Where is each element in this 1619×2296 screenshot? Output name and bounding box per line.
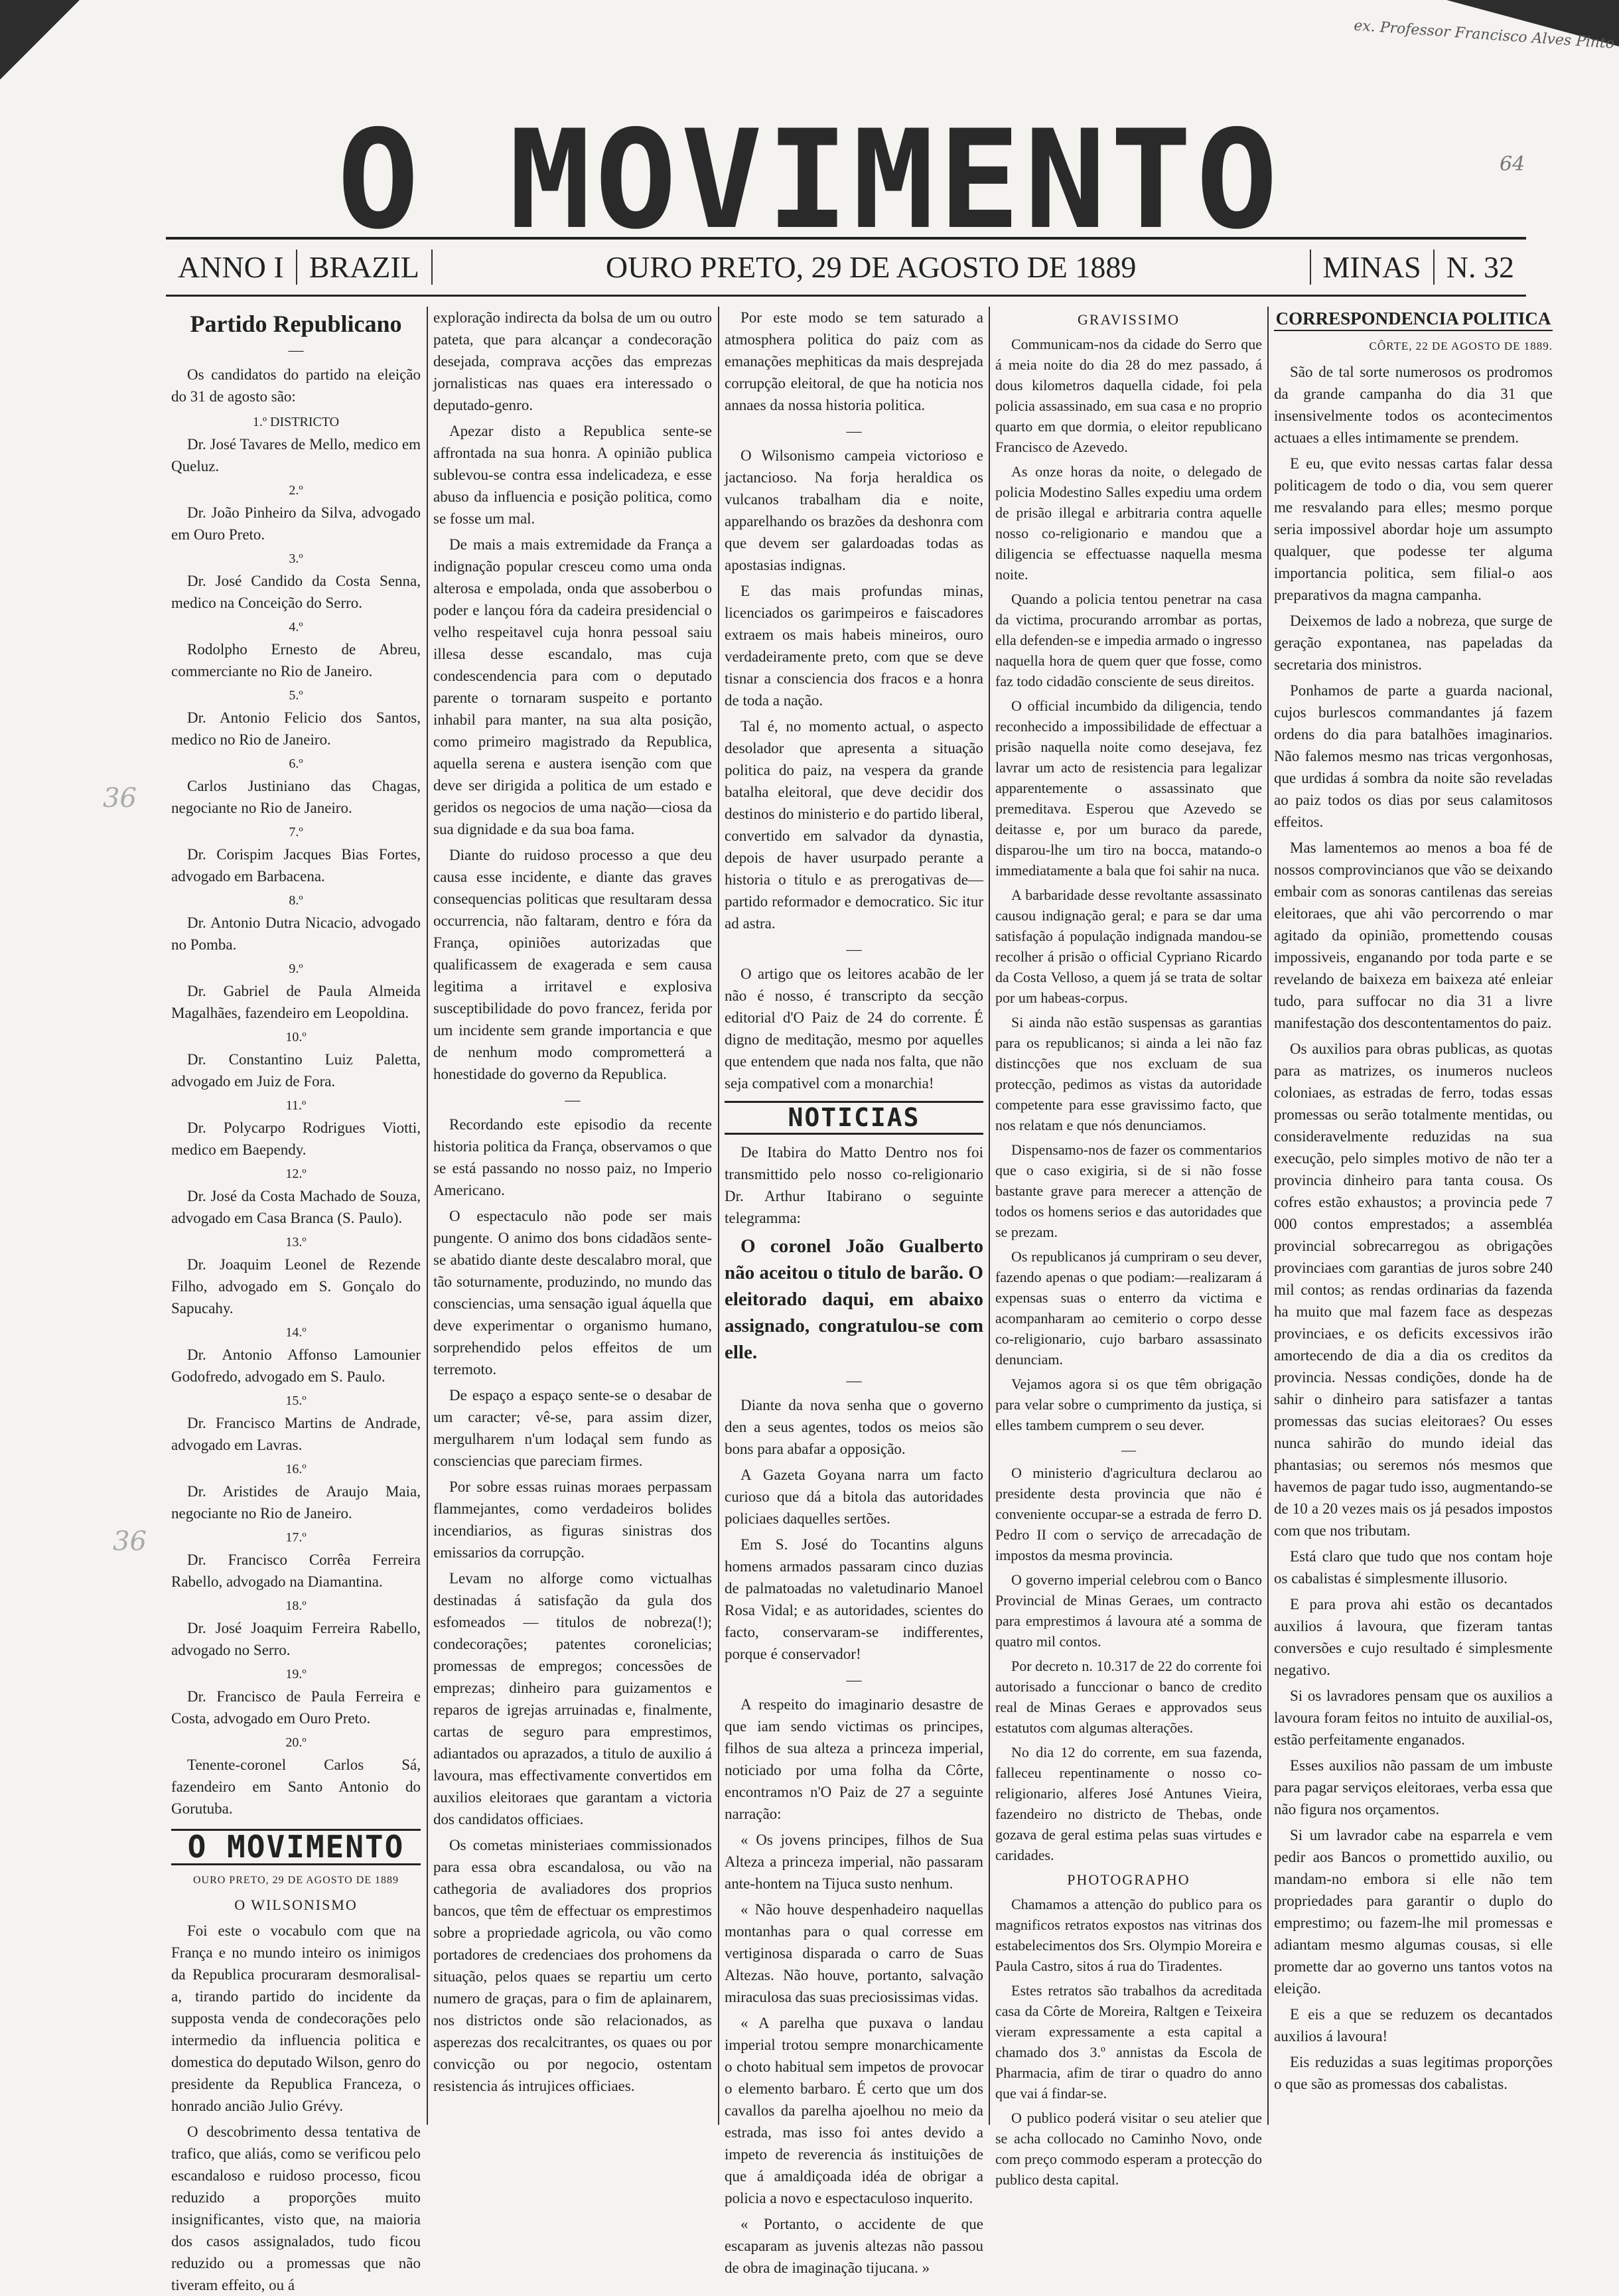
district-label: 18.º [285, 1599, 307, 1613]
paragraph: « Portanto, o accidente de que escaparam as juvenis altezas não passou de obra de imaginação tijucana. » [725, 2216, 983, 2276]
dateline-country: BRAZIL [297, 250, 433, 285]
section-title: PHOTOGRAPHO [1067, 1871, 1190, 1888]
district-label: 12.º [285, 1167, 307, 1181]
section-title: O WILSONISMO [234, 1897, 358, 1913]
column-rule [989, 307, 990, 2125]
paragraph: E eis a que se reduzem os decantados auxilios á lavoura! [1274, 2006, 1553, 2045]
column-1 [171, 307, 421, 2293]
paragraph: Eis reduzidas a suas legitimas proporções o que são as promessas dos cabalistas. [1274, 2054, 1553, 2092]
dateline-date: OURO PRETO, 29 DE AGOSTO DE 1889 [433, 250, 1311, 285]
paragraph: Deixemos de lado a nobreza, que surge de geração expontanea, nas papeladas da secretaria dos ministros. [1274, 612, 1553, 673]
paragraph: As onze horas da noite, o delegado de policia Modestino Salles expediu uma ordem de prisão illegal e arbitraria contra aquelle nosso co-religionario e mandou que a diligencia se effectuasse naquella mesma noite. [995, 463, 1262, 583]
candidate-entry: Dr. José Tavares de Mello, medico em Queluz. [171, 436, 421, 474]
dateline-state: MINAS [1311, 250, 1435, 285]
paragraph: Levam no alforge como victualhas destinadas á satisfação da gula dos esfomeados — titulos de nobreza(!); condecorações; patentes coronelicias; promessas de empregos; concessões de emprezas; dinheiro para guizamentos e reparos de igrejas arruinadas e, finalmente, cartas de seguro para emprestimos, adiantados ou aprazados, a titulo de auxilio á lavoura, mas effectivamente convertidos em auxilios eleitoraes que garantam a victoria dos candidatos officiaes. [433, 1570, 712, 1828]
paragraph: A barbaridade desse revoltante assassinato causou indignação geral; e para se dar uma satisfação á população indignada mandou-se recolher á prisão o official Cypriano Ricardo da Costa Velloso, a quem já se trata de soltar por um habeas-corpus. [995, 887, 1262, 1006]
column-rule [718, 307, 719, 2125]
district-label: 7.º [289, 825, 303, 839]
district-label: 15.º [285, 1394, 307, 1408]
candidate-entry: Dr. Corispim Jacques Bias Fortes, advogado em Barbacena. [171, 846, 421, 885]
district-label: 2.º [289, 483, 303, 498]
paragraph: Por este modo se tem saturado a atmosphera politica do paiz com as emanações mephiticas da mais desprejada corrupção eleitoral, de que ha noticia nos annaes da nossa historia politica. [725, 309, 983, 413]
column-rule [427, 307, 428, 2125]
paragraph: Chamamos a attenção do publico para os magnificos retratos expostos nas vitrinas dos estabelecimentos dos Srs. Olympio Moreira e Paula Castro, sitos á rua do Tiradentes. [995, 1896, 1262, 1974]
mini-masthead: O MOVIMENTO [171, 1829, 421, 1865]
paragraph: « Não houve despenhadeiro naquellas montanhas para o qual corresse em vertiginosa disparada o carro de Suas Altezas. Não houve, portanto, salvação miraculosa das suas preciosissimas vidas. [725, 1901, 983, 2005]
paragraph: Recordando este episodio da recente historia politica da França, observamos o que se está passando no nosso paiz, no Imperio Americano. [433, 1116, 712, 1198]
paragraph: Communicam-nos da cidade do Serro que á meia noite do dia 28 do mez passado, á dous kilometros daquella cidade, foi pela policia assassinado, em sua casa e no proprio quarto em que dormia, o eleitor republicano Francisco de Azevedo. [995, 336, 1262, 455]
mini-dateline: OURO PRETO, 29 DE AGOSTO DE 1889 [192, 1875, 399, 1886]
paragraph: Tal é, no momento actual, o aspecto desolador que apresenta a situação politica do paiz, na vespera da grande batalha eleitoral, que deve decidir dos destinos do ministerio e do partido liberal, convertido em salvador da dynastia, depois de haver usurpado perante a historia o titulo e as prerogativas de—partido reformador e democratico. Sic itur ad astra. [725, 718, 983, 932]
paragraph: Ponhamos de parte a guarda nacional, cujos burlescos commandantes já fazem ordens do dia para batalhões imaginarios. Não falemos mesmo nas tricas vergonhosas, que urdidas á sombra da noite são reveladas ao paiz todos os dias por seus calamitosos effeitos. [1274, 682, 1553, 830]
candidate-entry: Rodolpho Ernesto de Abreu, commerciante no Rio de Janeiro. [171, 641, 421, 680]
paragraph: « A parelha que puxava o landau imperial trotou sempre monarchicamente o choto habitual sem impetos de provocar o elemento barbaro. É certo que um dos cavallos da parelha ajoelhou no meio da estrada, mas isso foi antes devido a impeto de reverencia ás instituições de que á amaldiçoada idéa de obrigar a policia a novo e espectaculoso inquerito. [725, 2015, 983, 2206]
paragraph: O Wilsonismo campeia victorioso e jactancioso. Na forja heraldica os vulcanos trabalham dia e noite, apparelhando os brazões da deshonra com que devem ser galardoadas todas as apostasias indignas. [725, 447, 983, 573]
district-label: 6.º [289, 756, 303, 771]
paragraph: Diante do ruidoso processo a que deu causa esse incidente, e diante das graves consequencias politicas que resultaram dessa occurrencia, não faltaram, dentro e fóra da França, opiniões autorizadas que qualificassem de exagerada e sem causa legitima a irritavel e explosiva susceptibilidade do povo francez, ferida por um incidente sem grande importancia e que de nenhum modo comprometterá a honestidade do governo da Republica. [433, 847, 712, 1082]
paragraph: A respeito do imaginario desastre de que iam sendo victimas os principes, filhos de sua alteza a princeza imperial, noticiado por uma folha da Côrte, encontramos n'O Paiz de 27 a seguinte narração: [725, 1696, 983, 1822]
paragraph: E eu, que evito nessas cartas falar dessa politicagem de todo o dia, vou sem querer me resvalando para elles; mesmo porque seria impossivel abordar hoje um assumpto qualquer, que podesse ter alguma importancia politica, sem filial-o aos preparativos da magna campanha. [1274, 455, 1553, 603]
paragraph: São de tal sorte numerosos os prodromos da grande campanha do dia 31 que insensivelmente todos os acontecimentos actuaes a elles intimamente se prendem. [1274, 364, 1553, 446]
divider: — [846, 1672, 862, 1688]
candidate-entry: Tenente-coronel Carlos Sá, fazendeiro em Santo Antonio do Gorutuba. [171, 1757, 421, 1817]
divider: — [288, 342, 304, 358]
divider: — [846, 1372, 862, 1389]
district-label: 10.º [285, 1030, 307, 1044]
candidate-entry: Dr. Antonio Dutra Nicacio, advogado no Pomba. [171, 914, 421, 953]
paragraph: Dispensamo-nos de fazer os commentarios que o caso exigiria, si de si não fosse bastante grave para merecer a attenção de todos os homens serios e das autoridades que se prezam. [995, 1141, 1262, 1240]
candidate-entry: Dr. Francisco de Paula Ferreira e Costa, advogado em Ouro Preto. [171, 1688, 421, 1727]
paragraph: Diante da nova senha que o governo den a seus agentes, todos os meios são bons para abafar a opposição. [725, 1397, 983, 1457]
candidate-entry: Dr. José Candido da Costa Senna, medico na Conceição do Serro. [171, 573, 421, 611]
candidate-entry: Dr. Gabriel de Paula Almeida Magalhães, fazendeiro em Leopoldina. [171, 983, 421, 1021]
candidate-entry: Dr. José Joaquim Ferreira Rabello, advogado no Serro. [171, 1620, 421, 1658]
paragraph: Apezar disto a Republica sente-se affrontada na sua honra. A opinião publica sublevou-se contra essa indelicadeza, e esse abuso da influencia e posição politica, como se fosse um mal. [433, 423, 712, 527]
candidate-list [171, 411, 421, 1820]
column-rule [1267, 307, 1269, 2125]
candidate-entry: Dr. José da Costa Machado de Souza, advogado em Casa Branca (S. Paulo). [171, 1188, 421, 1226]
noticias-heading: NOTICIAS [725, 1101, 983, 1135]
district-label: 11.º [285, 1098, 307, 1113]
paragraph: Si ainda não estão suspensas as garantias para os republicanos; si ainda a lei não faz distincções que nos excluam de sua protecção, pedimos as vistas da autoridade competente para esse gravissimo facto, que nos relatam e que nós denunciamos. [995, 1014, 1262, 1133]
district-label: 8.º [289, 893, 303, 908]
section-title: GRAVISSIMO [1077, 311, 1180, 328]
paragraph: Si um lavrador cabe na esparrela e vem pedir aos Bancos o promettido auxilio, ou mandam-no embora si elle não tem propriedades para garantir o duplo do emprestimo; ou fazem-lhe mil promessas e adiantam mesmo algumas cousas, si elle promette dar ao governo uns tantos votos na eleição. [1274, 1827, 1553, 1997]
candidate-entry: Dr. Constantino Luiz Paletta, advogado em Juiz de Fora. [171, 1051, 421, 1090]
district-label: 14.º [285, 1325, 307, 1340]
paragraph: Quando a policia tentou penetrar na casa da victima, procurando arrombar as portas, ella defenden-se e impedia armado o ingresso naquella hora de quem quer que fosse, como faz todo cidadão consciente de seus direitos. [995, 591, 1262, 689]
candidate-entry: Carlos Justiniano das Chagas, negociante no Rio de Janeiro. [171, 778, 421, 816]
paragraph: O governo imperial celebrou com o Banco Provincial de Minas Geraes, um contracto para emprestimos á lavoura até a somma de quatro mil contos. [995, 1571, 1262, 1650]
district-label: 4.º [289, 620, 303, 634]
paragraph: Estes retratos são trabalhos da acreditada casa da Côrte de Moreira, Raltgen e Teixeira vieram expressamente a esta capital a chamado dos 3.º annistas da Escola de Pharmacia, afim de tirar o quadro do anno que vai á findar-se. [995, 1982, 1262, 2102]
dateline-anno: ANNO I [166, 250, 297, 285]
dateline-number: N. 32 [1446, 250, 1514, 284]
district-label: 1.º DISTRICTO [252, 415, 340, 429]
paragraph: Si os lavradores pensam que os auxilios a lavoura foram feitos no intuito de auxilial-os, estão perfeitamente enganados. [1274, 1687, 1553, 1748]
candidate-entry: Dr. Polycarpo Rodrigues Viotti, medico em Baependy. [171, 1119, 421, 1158]
paragraph: A Gazeta Goyana narra um facto curioso que dá a bitola das autoridades policiaes daquelles sertões. [725, 1467, 983, 1527]
masthead-title: O MOVIMENTO [337, 102, 1282, 259]
candidate-entry: Dr. Antonio Felicio dos Santos, medico no Rio de Janeiro. [171, 709, 421, 748]
paragraph: Os auxilios para obras publicas, as quotas para as matrizes, os inumeros nucleos coloniaes, as estradas de ferro, todas essas promessas ou serão totalmente mentidas, ou consideravelmente reduzidas na sua execução, pelo simples motivo de não ter a provincia dinheiro para tanta cousa. Os cofres estão exhaustos; a provincia pede 7 000 contos emprestados; a assembléa provincial sobrecarregou as obrigações provinciaes com garantias de juros sobre 240 mil contos; as rendas ordinarias da fazenda ha muito que mal fazem face as despezas provinciaes, e os deficits excessivos irão amortecendo de dia a dia os creditos da provincia. Nessas condições, donde ha de sahir o dinheiro para satisfazer a tantas promessas das sucias eleitoraes? Ou esses nunca sahirão do mundo ideial das phantasias; ou seremos nós mesmos que havemos de pagar tudo isso, augmentando-se de 10 a 20 vezes mais os já pesados impostos com que nos tributam. [1274, 1040, 1553, 1539]
paragraph: Vejamos agora si os que têm obrigação para velar sobre o cumprimento da justiça, si elles tambem cumprem o seu dever. [995, 1376, 1262, 1433]
ownership-stamp: ex. Professor Francisco Alves Pinto [1353, 17, 1615, 52]
paragraph: Os republicanos já cumpriram o seu dever, fazendo apenas o que podiam:—realizaram á expensas suas o enterro da victima e acompanharam ao cemiterio o corpo desse co-religionario, cujo barbaro assassinato denunciam. [995, 1248, 1262, 1368]
paragraph: O artigo que os leitores acabão de ler não é nosso, é transcripto da secção editorial d'O Paiz de 24 do corrente. É digno de meditação, mesmo por aquelles que entendem que nada nos falta, que não seja compativel com a monarchia! [725, 966, 983, 1092]
candidate-entry: Dr. Aristides de Araujo Maia, negociante no Rio de Janeiro. [171, 1483, 421, 1522]
candidate-entry: Dr. Francisco Corrêa Ferreira Rabello, advogado na Diamantina. [171, 1551, 421, 1590]
paragraph: O ministerio d'agricultura declarou ao presidente desta provincia que não é conveniente occupar-se a estrada de ferro D. Pedro II com o serviço de arrecadação de impostos da mesma provincia. [995, 1465, 1262, 1563]
district-label: 17.º [285, 1530, 307, 1545]
paragraph: Mas lamentemos ao menos a boa fé de nossos comprovincianos que vão se deixando embair com as sonoras cantilenas das sereias eleitoraes, que ahi vão percorrendo o mar agitado da opinião, promettendo cousas impossiveis, enganando por toda parte e se revelando de baixeza em baixeza até enleiar tudo, para suffocar no dia 31 a livre manifestação dos descontentamentos do paiz. [1274, 839, 1553, 1031]
district-label: 13.º [285, 1235, 307, 1250]
district-label: 3.º [289, 551, 303, 566]
paragraph: Por decreto n. 10.317 de 22 do corrente foi autorisado a funccionar o banco de credito real de Minas Geraes e approvados seus estatutos com algumas alterações. [995, 1658, 1262, 1736]
paragraph: O descobrimento dessa tentativa de trafico, que aliás, como se verificou pelo escandaloso e ruidoso processo, ficou reduzido a proporções muito insignificantes, visto que, na maioria dos casos assignalados, tudo ficou reduzido ou a promessas que não tiveram effeito, ou á [171, 2123, 421, 2293]
paragraph: E das mais profundas minas, licenciados os garimpeiros e faiscadores extraem os mais habeis mineiros, ouro verdadeiramente preto, com que se deve tisnar a consciencia dos fracos e a honra de toda a nação. [725, 583, 983, 709]
article-title: Partido Republicano [190, 311, 402, 337]
paragraph: Está claro que tudo que nos contam hoje os cabalistas é simplesmente illusorio. [1274, 1548, 1553, 1587]
margin-note: 36 [113, 1526, 147, 1557]
candidate-entry: Dr. João Pinheiro da Silva, advogado em Ouro Preto. [171, 504, 421, 543]
paragraph: No dia 12 do corrente, em sua fazenda, falleceu repentinamente o nosso co-religionario, alferes José Antunes Vieira, fazendeiro no districto de Thebas, onde gozava de geral estima pelas suas virtudes e caridades. [995, 1744, 1262, 1863]
paragraph: O espectaculo não pode ser mais pungente. O animo dos bons cidadãos sente-se abatido diante deste descalabro moral, que tão soturnamente, produzindo, no mundo das consciencias, uma sensação igual áquella que deve experimentar o organismo humano, sorprehendido pelos effeitos de um terremoto. [433, 1208, 712, 1378]
divider: — [846, 941, 862, 958]
paragraph: O publico poderá visitar o seu atelier que se acha collocado no Caminho Novo, onde com preço commodo esperam a protecção do publico desta capital. [995, 2110, 1262, 2188]
section-title: CORRESPONDENCIA POLITICA [1274, 308, 1553, 331]
torn-corner-left [0, 0, 80, 80]
paragraph: O official incumbido da diligencia, tendo reconhecido a impossibilidade de effectuar a prisão naquella noite como desejava, fez lavrar um acto de resistencia para legalizar apparentemente o assassinato que premeditava. Esperou que Azevedo se deitasse e, por um buraco da parede, disparou-lhe um tiro na bocca, matando-o immediatamente a bala que foi sahir na nuca. [995, 697, 1262, 879]
district-label: 19.º [285, 1667, 307, 1682]
divider: — [846, 423, 862, 439]
paragraph: Por sobre essas ruinas moraes perpassam flammejantes, como verdadeiros bolides incendiarios, as figuras sinistras dos emissarios da corrupção. [433, 1478, 712, 1561]
candidate-entry: Dr. Joaquim Leonel de Rezende Filho, advogado em S. Gonçalo do Sapucahy. [171, 1256, 421, 1317]
margin-note: 36 [103, 783, 137, 814]
divider: — [1121, 1441, 1136, 1458]
district-label: 9.º [289, 962, 303, 976]
district-label: 20.º [285, 1735, 307, 1750]
column-3 [725, 307, 983, 2276]
paragraph: « Os jovens principes, filhos de Sua Alteza a princeza imperial, não passaram ante-hontem na Tijuca susto nenhum. [725, 1831, 983, 1892]
handwritten-note: 64 [1500, 153, 1525, 176]
district-label: 16.º [285, 1462, 307, 1476]
column-4 [995, 307, 1262, 2188]
telegram-text: O coronel João Gualberto não aceitou o titulo de barão. O eleitorado daqui, em abaixo assignado, congratulou-se com elle. [725, 1236, 983, 1363]
divider: — [565, 1092, 581, 1108]
district-label: 5.º [289, 688, 303, 703]
paragraph: De Itabira do Matto Dentro nos foi transmittido pelo nosso co-religionario Dr. Arthur Itabirano o seguinte telegramma: [725, 1144, 983, 1226]
column-2 [433, 307, 712, 2125]
article-intro: Os candidatos do partido na eleição do 31 de agosto são: [171, 366, 421, 405]
paragraph: De espaço a espaço sente-se o desabar de um caracter; vê-se, para assim dizer, mergulharem n'um lodaçal sem fundo as consciencias que pareciam firmes. [433, 1387, 712, 1469]
dateline-bar [166, 237, 1526, 297]
paragraph: De mais a mais extremidade da França a indignação popular cresceu como uma onda alterosa e empolada, onda que assoberbou o poder e lançou fóra da cadeira presidencial o velho respeitavel cuja honra pessoal saiu illesa desse escandalo, mas cuja condescendencia para com o deputado parente o tornaram suspeito e portanto inhabil para manter, na sua alta posição, como primeiro magistrado da Republica, aquella serena e austera isenção com que deve ser dirigida a politica de um estado e geridos os negocios de uma nação—ciosa da sua dignidade e da sua boa fama. [433, 536, 712, 837]
paragraph: E para prova ahi estão os decantados auxilios á lavoura, que fizeram tantas conversões e cujo resultado é simplesmente negativo. [1274, 1596, 1553, 1678]
candidate-entry: Dr. Francisco Martins de Andrade, advogado em Lavras. [171, 1415, 421, 1453]
paragraph: Em S. José do Tocantins alguns homens armados passaram cinco duzias de palmatoadas no valetudinario Manoel Rosa Vidal; e as autoridades, scientes do facto, conservaram-se indifferentes, porque é conservador! [725, 1536, 983, 1662]
column-5 [1274, 307, 1553, 2125]
letter-date: CÔRTE, 22 DE AGOSTO DE 1889. [1369, 340, 1553, 352]
paragraph: exploração indirecta da bolsa de um ou outro pateta, que para alcançar a condecoração desejada, comprava acções das emprezas jornalisticas nas quaes era interessado o deputado-genro. [433, 309, 712, 413]
candidate-entry: Dr. Antonio Affonso Lamounier Godofredo, advogado em S. Paulo. [171, 1346, 421, 1385]
paragraph: Esses auxilios não passam de um imbuste para pagar serviços eleitoraes, verba essa que não figura nos orçamentos. [1274, 1757, 1553, 1818]
paragraph: Os cometas ministeriaes commissionados para essa obra escandalosa, ou vão na cathegoria de avaliadores dos proprios bancos, que têm de effectuar os emprestimos sobre a propriedade agricola, ou vão como portadores de credenciaes dos prohomens da situação, pelos quaes se repartiu um certo numero de graças, para o fim de aplainarem, nos districtos onde são relacionados, as asperezas dos recalcitrantes, os quaes ou por convicção ou por negocio, ostentam resistencia ás intrujices officiaes. [433, 1837, 712, 2094]
paragraph: Foi este o vocabulo com que na França e no mundo inteiro os inimigos da Republica procuraram desmoralisal-a, tirando partido do incidente da supposta venda de condecorações pelo intermedio da influencia politica e domestica do deputado Wilson, genro do presidente da Republica Franceza, o honrado ancião Julio Grévy. [171, 1922, 421, 2114]
